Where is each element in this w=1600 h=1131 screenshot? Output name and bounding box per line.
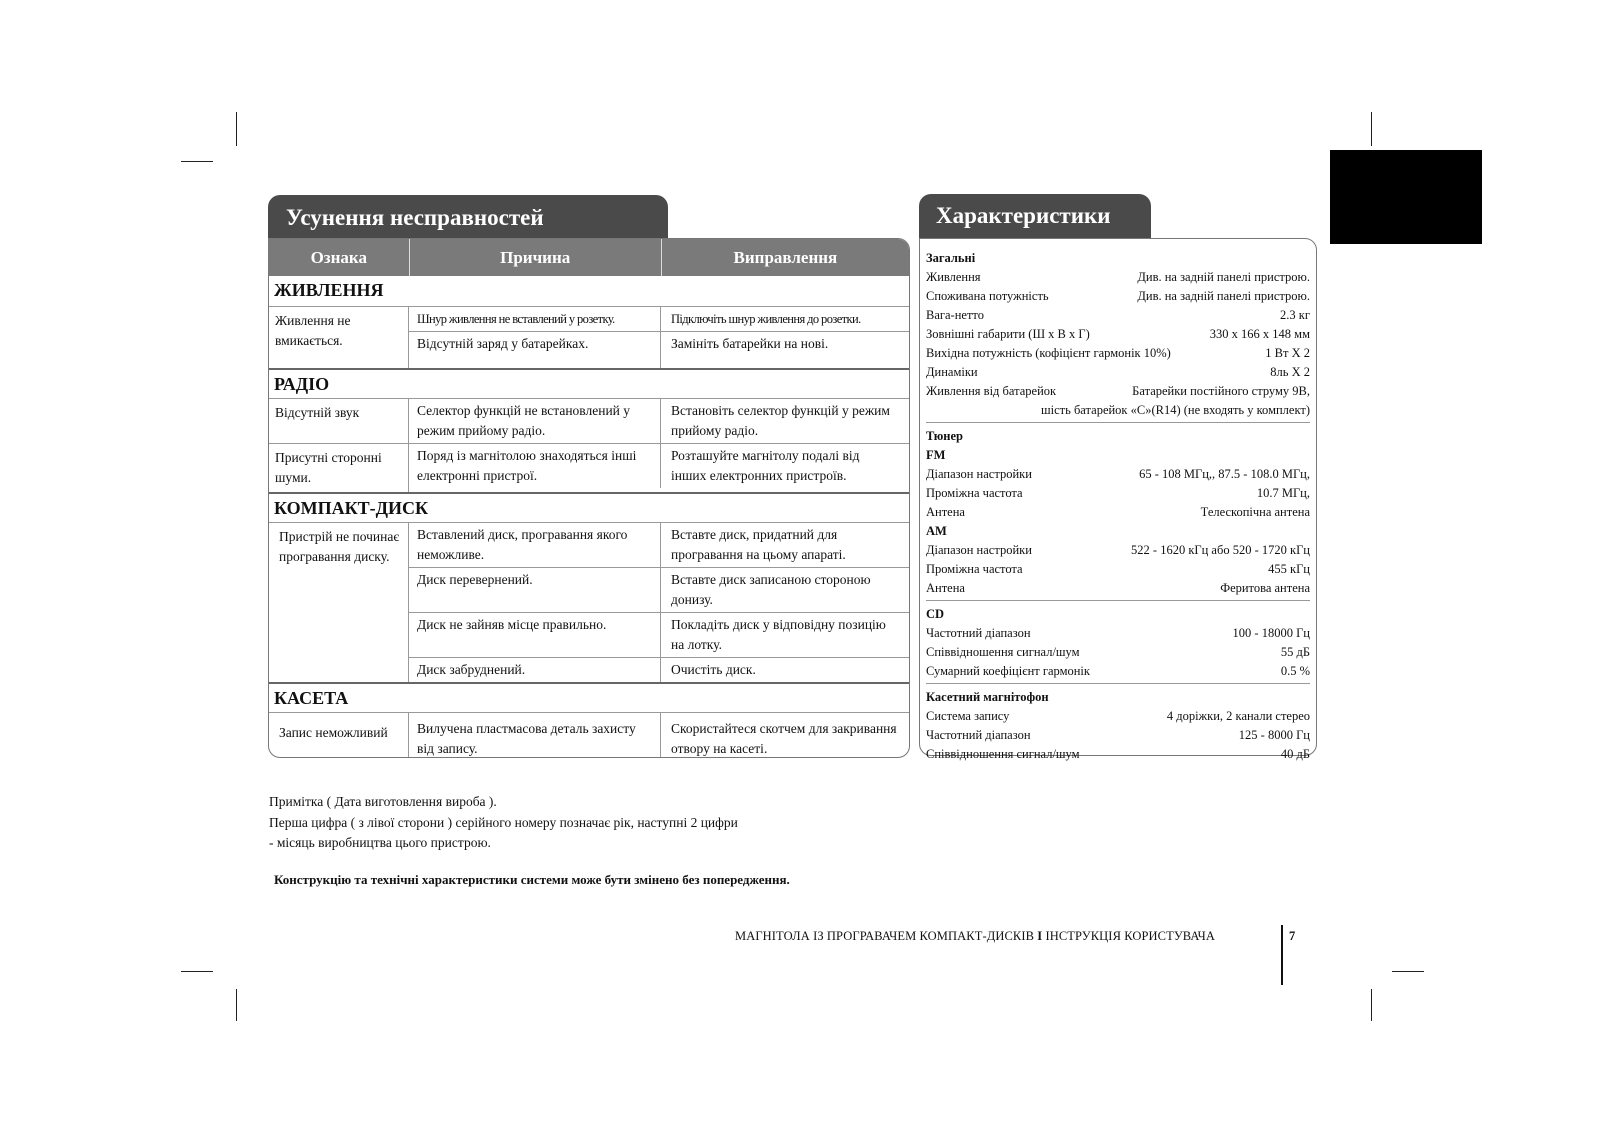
cause-cell: Диск перевернений. (409, 568, 661, 612)
symptom-cell: Живлення не вмикається. (269, 307, 409, 368)
spec-row: Антена Телескопічна антена (926, 505, 1310, 519)
fix-cell: Очистіть диск. (671, 662, 756, 677)
spec-row: Діапазон настройки 522 - 1620 кГц або 520 - 1720 кГц (926, 543, 1310, 557)
fix-cell: Розташуйте магнітолу подалі від інших електронних пристроїв. (671, 448, 860, 483)
symptom-cell: Відсутній звук (269, 399, 409, 443)
spec-row: Частотний діапазон 100 - 18000 Гц (926, 626, 1310, 640)
issue-group (269, 306, 909, 368)
spec-row: Антена Феритова антена (926, 581, 1310, 595)
header-symptom: Ознака (269, 239, 410, 276)
spec-row: Сумарний коефіцієнт гармонік 0.5 % (926, 664, 1310, 678)
spec-subheading: AM (926, 524, 947, 538)
specs-tape (926, 688, 1310, 766)
category-power: ЖИВЛЕННЯ (274, 280, 384, 300)
spec-row: Динаміки 8ль X 2 (926, 365, 1310, 379)
note-line: Примітка ( Дата виготовлення вироба ). (269, 794, 497, 809)
category-cd: КОМПАКТ-ДИСК (269, 492, 909, 522)
symptom-cell: Пристрій не починає програвання диску. (269, 523, 409, 682)
table-header (269, 239, 909, 276)
page-edge-tab (1330, 150, 1482, 244)
troubleshooting-title (268, 195, 668, 241)
crop-mark (236, 989, 237, 1021)
table-row (409, 307, 909, 332)
symptom-cell: Запис неможливий (269, 713, 409, 758)
fix-cell: Вставте диск записаною стороною донизу. (671, 572, 871, 607)
spec-row: Живлення Див. на задній панелі пристрою. (926, 270, 1310, 284)
fix-cell: Встановіть селектор функцій у режим прийому радіо. (671, 403, 890, 438)
cause-cell: Поряд із магнітолою знаходяться інші електронні пристрої. (409, 444, 661, 488)
spec-heading: CD (926, 607, 945, 621)
table-row (409, 523, 909, 568)
crop-mark (1392, 971, 1424, 972)
spec-row: Проміжна частота 10.7 МГц, (926, 486, 1310, 500)
crop-mark (236, 112, 237, 146)
table-row (409, 568, 909, 613)
change-warning: Конструкцію та технічні характеристики системи може бути змінено без попередження. (274, 872, 790, 887)
specs-tuner (926, 427, 1310, 601)
spec-row: Співвідношення сигнал/шум 55 дБ (926, 645, 1310, 659)
spec-row: Вихідна потужність (кофіцієнт гармонік 10%) 1 Вт X 2 (926, 346, 1310, 360)
note-line: Перша цифра ( з лівої сторони ) серійного номеру позначає рік, наступні 2 цифри (269, 814, 738, 830)
cause-cell: Відсутній заряд у батарейках. (409, 332, 661, 368)
fix-cell: Вставте диск, придатний для програвання на цьому апараті. (671, 527, 846, 562)
spec-row: Система запису 4 доріжки, 2 канали стерео (926, 709, 1310, 723)
spec-row: Живлення від батарейок Батарейки постійного струму 9В, (926, 384, 1310, 398)
cause-cell: Диск не зайняв місце правильно. (409, 613, 661, 657)
fix-cell: Покладіть диск у відповідну позицію на лотку. (671, 617, 886, 652)
footer-text: МАГНІТОЛА ІЗ ПРОГРАВАЧЕМ КОМПАКТ-ДИСКІВ (735, 929, 1035, 943)
spec-row: Зовнішні габарити (Ш x В x Г) 330 x 166 x 148 мм (926, 327, 1310, 341)
footer-title (735, 929, 1215, 944)
footer-divider (1281, 925, 1283, 985)
cause-cell: Вставлений диск, програвання якого неможливе. (409, 523, 661, 567)
crop-mark (1371, 989, 1372, 1021)
table-row (409, 713, 909, 758)
header-cause: Причина (410, 239, 662, 276)
table-row (409, 613, 909, 658)
spec-continuation: шість батарейок «С»(R14) (не входять у комплект) (1041, 403, 1310, 417)
cause-cell: Шнур живлення не вставлений у розетку. (409, 307, 661, 331)
fix-cell: Підключіть шнур живлення до розетки. (671, 312, 861, 326)
cause-cell: Вилучена пластмасова деталь захисту від запису. (409, 713, 661, 758)
fix-cell: Скористайтеся скотчем для закривання отвору на касеті. (671, 721, 897, 756)
troubleshooting-title-text: Усунення несправностей (286, 205, 544, 230)
table-row (409, 444, 909, 488)
spec-heading: Загальні (926, 251, 976, 265)
crop-mark (181, 161, 213, 162)
crop-mark (181, 971, 213, 972)
issue-group (269, 522, 909, 682)
crop-mark (1371, 112, 1372, 146)
spec-row: Споживана потужність Див. на задній панелі пристрою. (926, 289, 1310, 303)
spec-heading: Касетний магнітофон (926, 690, 1049, 704)
header-fix: Виправлення (733, 247, 838, 267)
specs-title (919, 194, 1151, 238)
manufacture-note (269, 792, 738, 854)
table-row (409, 658, 909, 682)
spec-heading: Тюнер (926, 429, 963, 443)
symptom-cell: Присутні сторонні шуми. (269, 444, 409, 492)
table-row (409, 399, 909, 443)
spec-row: Вага-нетто 2.3 кг (926, 308, 1310, 322)
footer-text-2: ІНСТРУКЦІЯ КОРИСТУВАЧА (1045, 929, 1216, 943)
specs-cd (926, 605, 1310, 684)
issue-group (269, 443, 909, 492)
spec-row: Проміжна частота 455 кГц (926, 562, 1310, 576)
specs-general (926, 249, 1310, 423)
category-cassette: КАСЕТА (269, 682, 909, 712)
spec-row: Співвідношення сигнал/шум 40 дБ (926, 747, 1310, 761)
issue-group (269, 398, 909, 443)
note-line: - місяць виробництва цього пристрою. (269, 835, 491, 850)
spec-subheading: FM (926, 448, 946, 462)
spec-row: Частотний діапазон 125 - 8000 Гц (926, 728, 1310, 742)
table-row (409, 332, 909, 368)
specs-table (919, 238, 1317, 761)
cause-cell: Диск забруднений. (409, 658, 661, 682)
footer-separator: I (1037, 929, 1043, 943)
cause-cell: Селектор функцій не встановлений у режим прийому радіо. (409, 399, 661, 443)
troubleshooting-table (268, 238, 910, 758)
category-radio: РАДІО (269, 368, 909, 398)
fix-cell: Замініть батарейки на нові. (671, 336, 829, 351)
page-number: 7 (1289, 929, 1296, 943)
specs-title-text: Характеристики (936, 203, 1111, 228)
spec-row: Діапазон настройки 65 - 108 МГц,, 87.5 - 108.0 МГц, (926, 467, 1310, 481)
issue-group (269, 712, 909, 758)
